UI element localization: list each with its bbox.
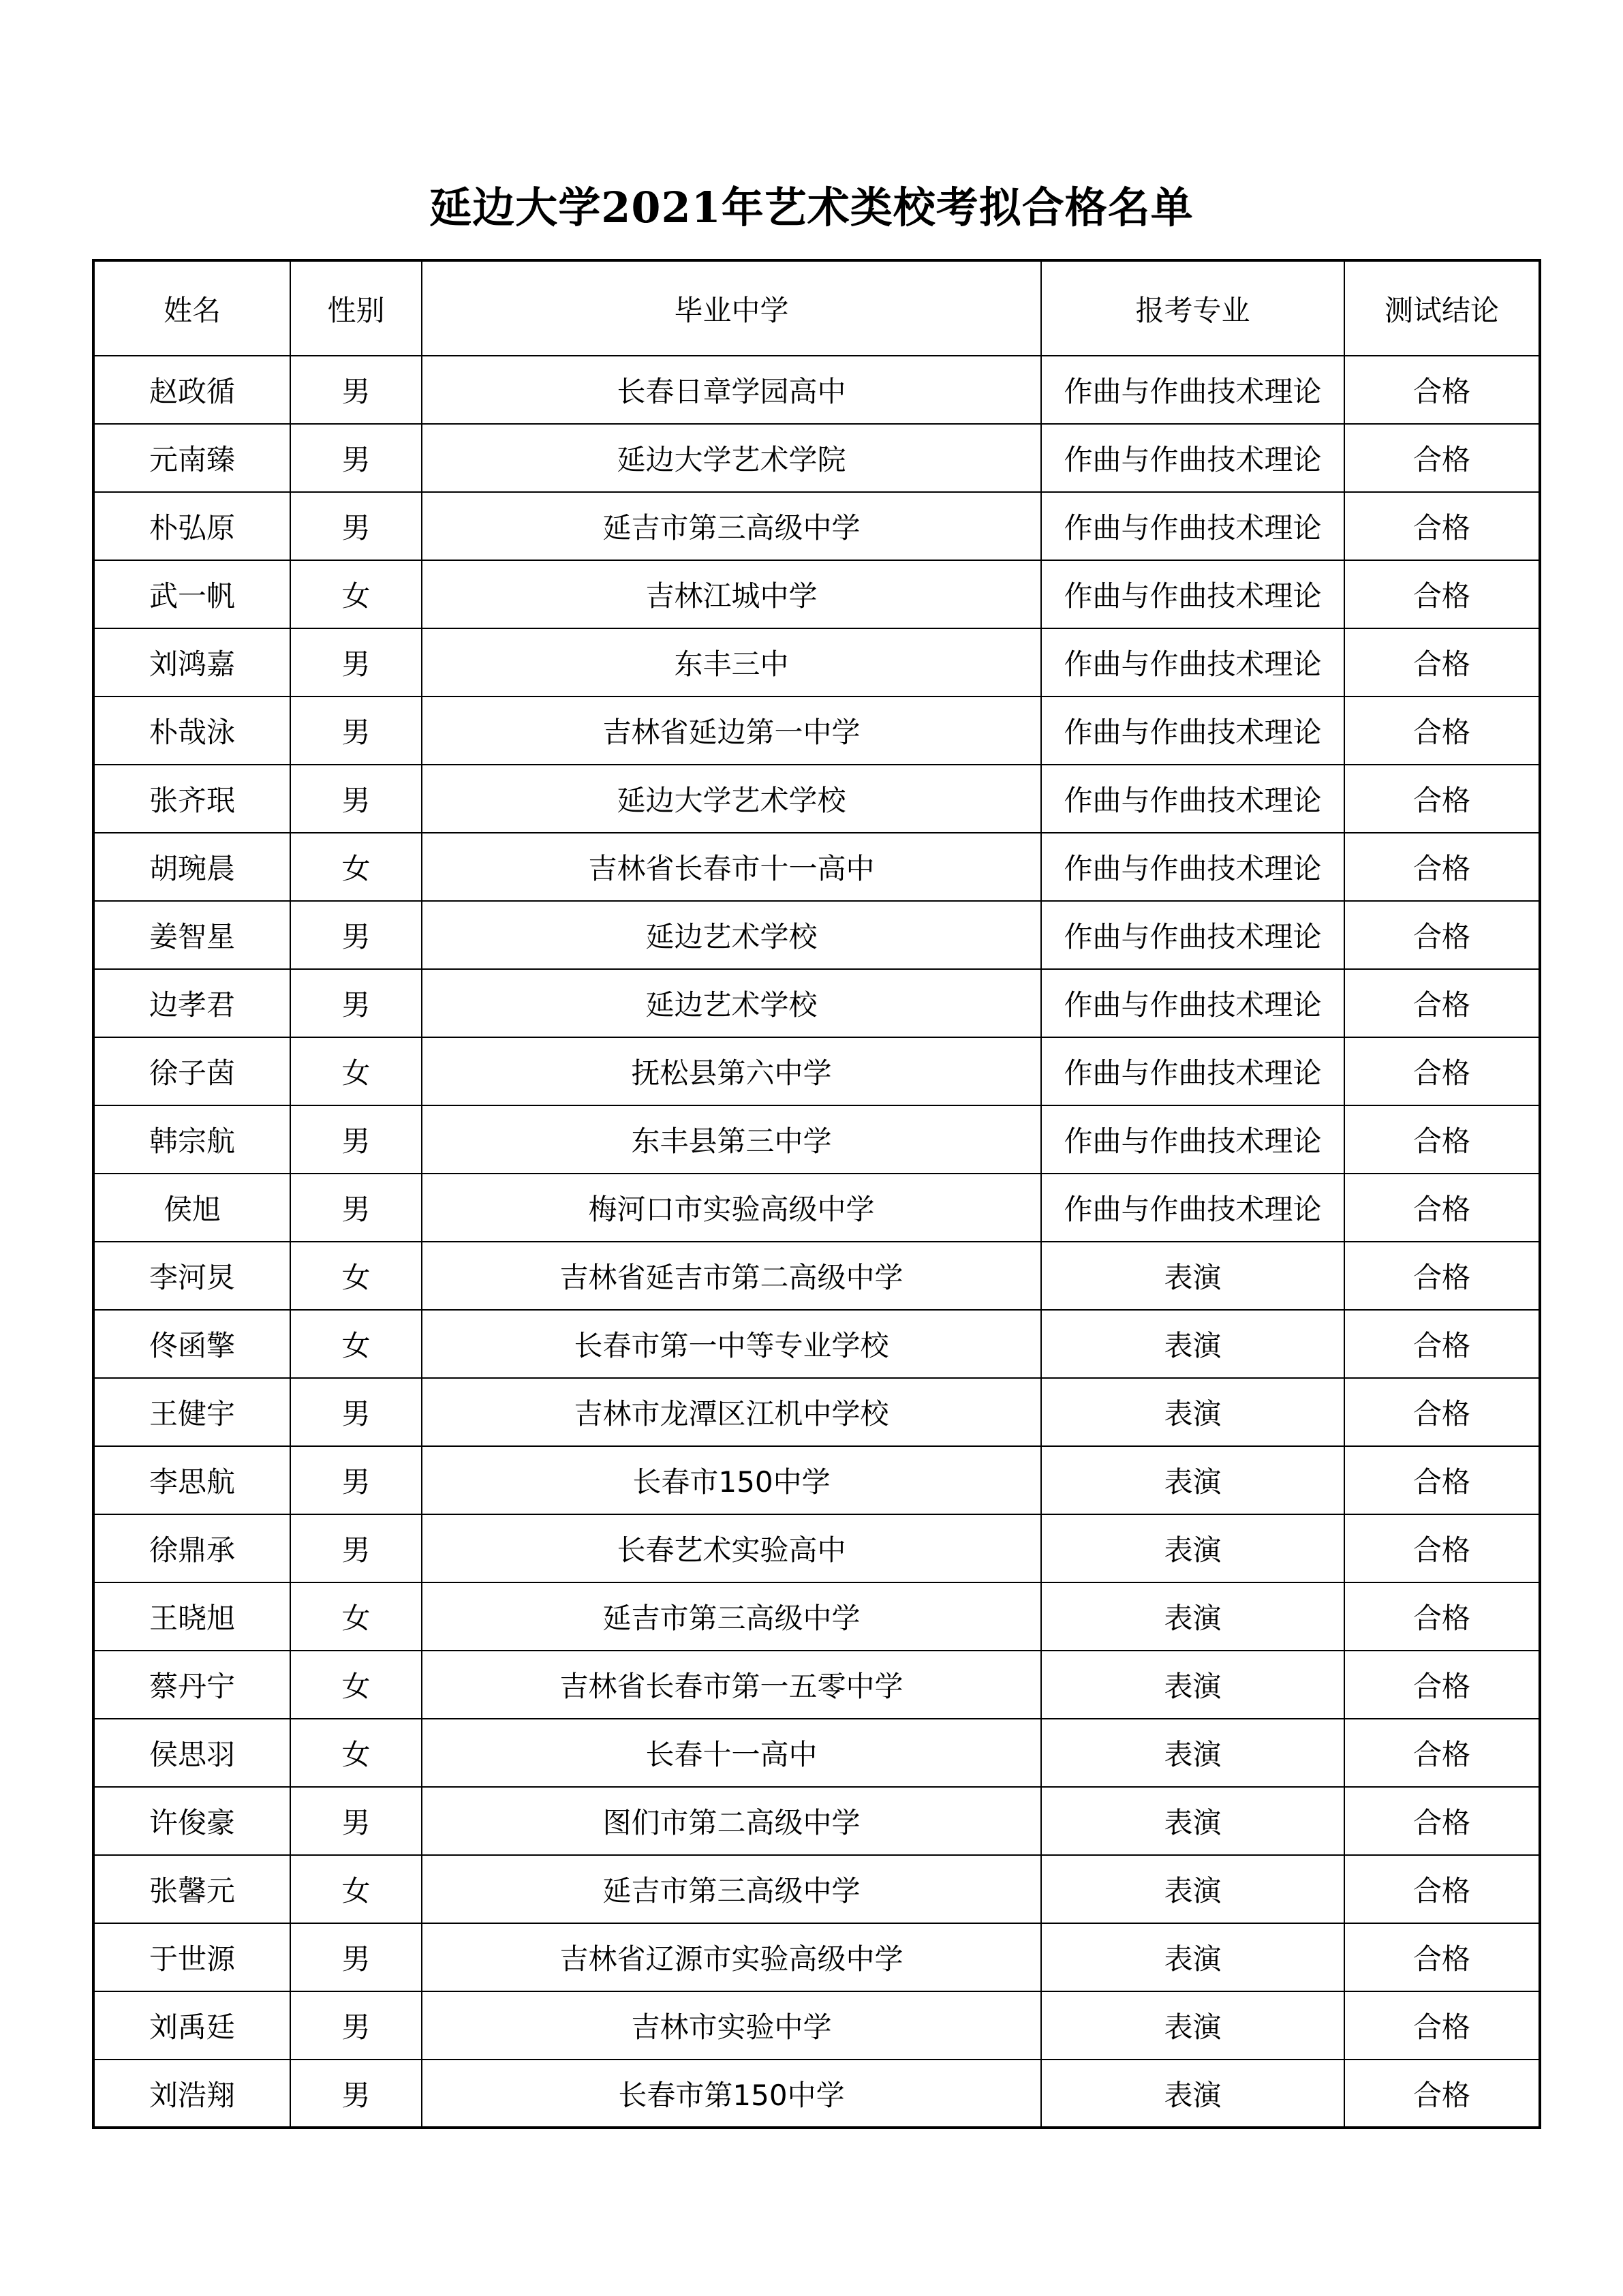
cell-school: 长春日章学园高中 bbox=[422, 356, 1041, 424]
table-row bbox=[93, 628, 1540, 697]
table-row bbox=[93, 1787, 1540, 1855]
cell-major: 表演 bbox=[1041, 1991, 1344, 2060]
cell-gender: 男 bbox=[290, 1991, 422, 2060]
header-name: 姓名 bbox=[93, 260, 290, 356]
cell-school: 吉林市龙潭区江机中学校 bbox=[422, 1378, 1041, 1446]
cell-major: 作曲与作曲技术理论 bbox=[1041, 1037, 1344, 1105]
cell-name: 刘禹廷 bbox=[93, 1991, 290, 2060]
cell-gender: 男 bbox=[290, 969, 422, 1037]
table-row bbox=[93, 2060, 1540, 2128]
table-row bbox=[93, 969, 1540, 1037]
header-gender: 性别 bbox=[290, 260, 422, 356]
table-row bbox=[93, 1719, 1540, 1787]
cell-major: 表演 bbox=[1041, 1446, 1344, 1514]
cell-school: 梅河口市实验高级中学 bbox=[422, 1174, 1041, 1242]
table-row bbox=[93, 1446, 1540, 1514]
header-school: 毕业中学 bbox=[422, 260, 1041, 356]
table-row bbox=[93, 560, 1540, 628]
cell-result: 合格 bbox=[1344, 1310, 1540, 1378]
table-row bbox=[93, 1378, 1540, 1446]
cell-major: 表演 bbox=[1041, 1719, 1344, 1787]
cell-gender: 男 bbox=[290, 492, 422, 560]
cell-school: 吉林省长春市十一高中 bbox=[422, 833, 1041, 901]
cell-major: 作曲与作曲技术理论 bbox=[1041, 1174, 1344, 1242]
table-row bbox=[93, 1105, 1540, 1174]
cell-result: 合格 bbox=[1344, 1514, 1540, 1582]
cell-result: 合格 bbox=[1344, 765, 1540, 833]
cell-result: 合格 bbox=[1344, 1037, 1540, 1105]
cell-name: 蔡丹宁 bbox=[93, 1651, 290, 1719]
table-row bbox=[93, 1242, 1540, 1310]
cell-result: 合格 bbox=[1344, 1787, 1540, 1855]
cell-gender: 男 bbox=[290, 901, 422, 969]
cell-school: 吉林江城中学 bbox=[422, 560, 1041, 628]
cell-result: 合格 bbox=[1344, 1174, 1540, 1242]
cell-school: 长春市第一中等专业学校 bbox=[422, 1310, 1041, 1378]
cell-result: 合格 bbox=[1344, 492, 1540, 560]
cell-major: 作曲与作曲技术理论 bbox=[1041, 424, 1344, 492]
table-header-row bbox=[93, 260, 1540, 356]
cell-school: 图们市第二高级中学 bbox=[422, 1787, 1041, 1855]
cell-gender: 男 bbox=[290, 1446, 422, 1514]
cell-name: 刘鸿嘉 bbox=[93, 628, 290, 697]
cell-result: 合格 bbox=[1344, 1105, 1540, 1174]
cell-gender: 男 bbox=[290, 1105, 422, 1174]
cell-gender: 女 bbox=[290, 560, 422, 628]
cell-gender: 女 bbox=[290, 1651, 422, 1719]
cell-gender: 男 bbox=[290, 697, 422, 765]
cell-school: 长春十一高中 bbox=[422, 1719, 1041, 1787]
cell-name: 于世源 bbox=[93, 1923, 290, 1991]
cell-gender: 女 bbox=[290, 833, 422, 901]
cell-name: 韩宗航 bbox=[93, 1105, 290, 1174]
cell-result: 合格 bbox=[1344, 1719, 1540, 1787]
cell-major: 作曲与作曲技术理论 bbox=[1041, 356, 1344, 424]
table-row bbox=[93, 1855, 1540, 1923]
table-row bbox=[93, 492, 1540, 560]
table-row bbox=[93, 1310, 1540, 1378]
cell-result: 合格 bbox=[1344, 1991, 1540, 2060]
cell-school: 东丰三中 bbox=[422, 628, 1041, 697]
cell-school: 东丰县第三中学 bbox=[422, 1105, 1041, 1174]
cell-result: 合格 bbox=[1344, 833, 1540, 901]
cell-major: 表演 bbox=[1041, 1242, 1344, 1310]
cell-result: 合格 bbox=[1344, 628, 1540, 697]
cell-name: 朴弘原 bbox=[93, 492, 290, 560]
cell-result: 合格 bbox=[1344, 1855, 1540, 1923]
cell-result: 合格 bbox=[1344, 1582, 1540, 1651]
table-row bbox=[93, 901, 1540, 969]
cell-result: 合格 bbox=[1344, 1923, 1540, 1991]
cell-major: 表演 bbox=[1041, 1310, 1344, 1378]
cell-name: 胡琬晨 bbox=[93, 833, 290, 901]
cell-name: 赵政循 bbox=[93, 356, 290, 424]
cell-name: 李河炅 bbox=[93, 1242, 290, 1310]
cell-school: 吉林省延吉市第二高级中学 bbox=[422, 1242, 1041, 1310]
table-row bbox=[93, 1923, 1540, 1991]
page-title: 延边大学2021年艺术类校考拟合格名单 bbox=[429, 183, 1194, 232]
cell-name: 徐子茵 bbox=[93, 1037, 290, 1105]
cell-result: 合格 bbox=[1344, 697, 1540, 765]
cell-school: 延边大学艺术学院 bbox=[422, 424, 1041, 492]
cell-gender: 男 bbox=[290, 1514, 422, 1582]
cell-name: 许俊豪 bbox=[93, 1787, 290, 1855]
table-row bbox=[93, 1582, 1540, 1651]
cell-name: 佟函擎 bbox=[93, 1310, 290, 1378]
cell-result: 合格 bbox=[1344, 969, 1540, 1037]
cell-major: 表演 bbox=[1041, 1923, 1344, 1991]
cell-gender: 男 bbox=[290, 356, 422, 424]
cell-major: 表演 bbox=[1041, 1378, 1344, 1446]
cell-gender: 女 bbox=[290, 1310, 422, 1378]
cell-school: 长春市第150中学 bbox=[422, 2060, 1041, 2128]
table-row bbox=[93, 1651, 1540, 1719]
candidate-table bbox=[92, 259, 1541, 2129]
cell-name: 侯思羽 bbox=[93, 1719, 290, 1787]
cell-major: 作曲与作曲技术理论 bbox=[1041, 697, 1344, 765]
cell-name: 姜智星 bbox=[93, 901, 290, 969]
cell-major: 表演 bbox=[1041, 2060, 1344, 2128]
cell-gender: 男 bbox=[290, 1174, 422, 1242]
cell-name: 张馨元 bbox=[93, 1855, 290, 1923]
cell-name: 李思航 bbox=[93, 1446, 290, 1514]
cell-name: 刘浩翔 bbox=[93, 2060, 290, 2128]
cell-result: 合格 bbox=[1344, 1242, 1540, 1310]
cell-gender: 女 bbox=[290, 1855, 422, 1923]
cell-name: 王健宇 bbox=[93, 1378, 290, 1446]
cell-school: 延吉市第三高级中学 bbox=[422, 1855, 1041, 1923]
cell-result: 合格 bbox=[1344, 901, 1540, 969]
table-row bbox=[93, 356, 1540, 424]
cell-school: 吉林省长春市第一五零中学 bbox=[422, 1651, 1041, 1719]
cell-school: 延边艺术学校 bbox=[422, 969, 1041, 1037]
cell-school: 吉林市实验中学 bbox=[422, 1991, 1041, 2060]
cell-school: 长春市150中学 bbox=[422, 1446, 1041, 1514]
cell-gender: 女 bbox=[290, 1582, 422, 1651]
cell-name: 侯旭 bbox=[93, 1174, 290, 1242]
cell-major: 表演 bbox=[1041, 1787, 1344, 1855]
cell-major: 作曲与作曲技术理论 bbox=[1041, 628, 1344, 697]
cell-gender: 男 bbox=[290, 2060, 422, 2128]
cell-gender: 男 bbox=[290, 1923, 422, 1991]
cell-gender: 男 bbox=[290, 424, 422, 492]
cell-major: 作曲与作曲技术理论 bbox=[1041, 901, 1344, 969]
cell-school: 延吉市第三高级中学 bbox=[422, 1582, 1041, 1651]
cell-gender: 男 bbox=[290, 1787, 422, 1855]
cell-gender: 男 bbox=[290, 628, 422, 697]
cell-name: 朴哉泳 bbox=[93, 697, 290, 765]
cell-gender: 男 bbox=[290, 1378, 422, 1446]
cell-major: 表演 bbox=[1041, 1582, 1344, 1651]
table-row bbox=[93, 765, 1540, 833]
cell-gender: 女 bbox=[290, 1037, 422, 1105]
cell-name: 王晓旭 bbox=[93, 1582, 290, 1651]
cell-school: 抚松县第六中学 bbox=[422, 1037, 1041, 1105]
cell-gender: 女 bbox=[290, 1242, 422, 1310]
cell-major: 表演 bbox=[1041, 1855, 1344, 1923]
header-major: 报考专业 bbox=[1041, 260, 1344, 356]
cell-major: 作曲与作曲技术理论 bbox=[1041, 969, 1344, 1037]
cell-school: 延边大学艺术学校 bbox=[422, 765, 1041, 833]
cell-school: 吉林省延边第一中学 bbox=[422, 697, 1041, 765]
cell-gender: 女 bbox=[290, 1719, 422, 1787]
cell-result: 合格 bbox=[1344, 1378, 1540, 1446]
cell-name: 边孝君 bbox=[93, 969, 290, 1037]
cell-gender: 男 bbox=[290, 765, 422, 833]
cell-school: 吉林省辽源市实验高级中学 bbox=[422, 1923, 1041, 1991]
header-result: 测试结论 bbox=[1344, 260, 1540, 356]
cell-result: 合格 bbox=[1344, 1651, 1540, 1719]
cell-major: 表演 bbox=[1041, 1651, 1344, 1719]
table-row bbox=[93, 1991, 1540, 2060]
cell-major: 作曲与作曲技术理论 bbox=[1041, 765, 1344, 833]
cell-school: 延吉市第三高级中学 bbox=[422, 492, 1041, 560]
cell-result: 合格 bbox=[1344, 356, 1540, 424]
cell-name: 张齐珉 bbox=[93, 765, 290, 833]
cell-name: 徐鼎承 bbox=[93, 1514, 290, 1582]
cell-major: 作曲与作曲技术理论 bbox=[1041, 833, 1344, 901]
cell-school: 延边艺术学校 bbox=[422, 901, 1041, 969]
table-row bbox=[93, 424, 1540, 492]
cell-result: 合格 bbox=[1344, 560, 1540, 628]
cell-name: 武一帆 bbox=[93, 560, 290, 628]
cell-major: 作曲与作曲技术理论 bbox=[1041, 1105, 1344, 1174]
table-row bbox=[93, 1174, 1540, 1242]
table-row bbox=[93, 833, 1540, 901]
cell-name: 元南臻 bbox=[93, 424, 290, 492]
table-row bbox=[93, 1514, 1540, 1582]
cell-result: 合格 bbox=[1344, 2060, 1540, 2128]
cell-major: 作曲与作曲技术理论 bbox=[1041, 492, 1344, 560]
table-body bbox=[93, 356, 1540, 2128]
cell-result: 合格 bbox=[1344, 424, 1540, 492]
table-row bbox=[93, 697, 1540, 765]
cell-major: 作曲与作曲技术理论 bbox=[1041, 560, 1344, 628]
table-row bbox=[93, 1037, 1540, 1105]
cell-result: 合格 bbox=[1344, 1446, 1540, 1514]
cell-major: 表演 bbox=[1041, 1514, 1344, 1582]
cell-school: 长春艺术实验高中 bbox=[422, 1514, 1041, 1582]
